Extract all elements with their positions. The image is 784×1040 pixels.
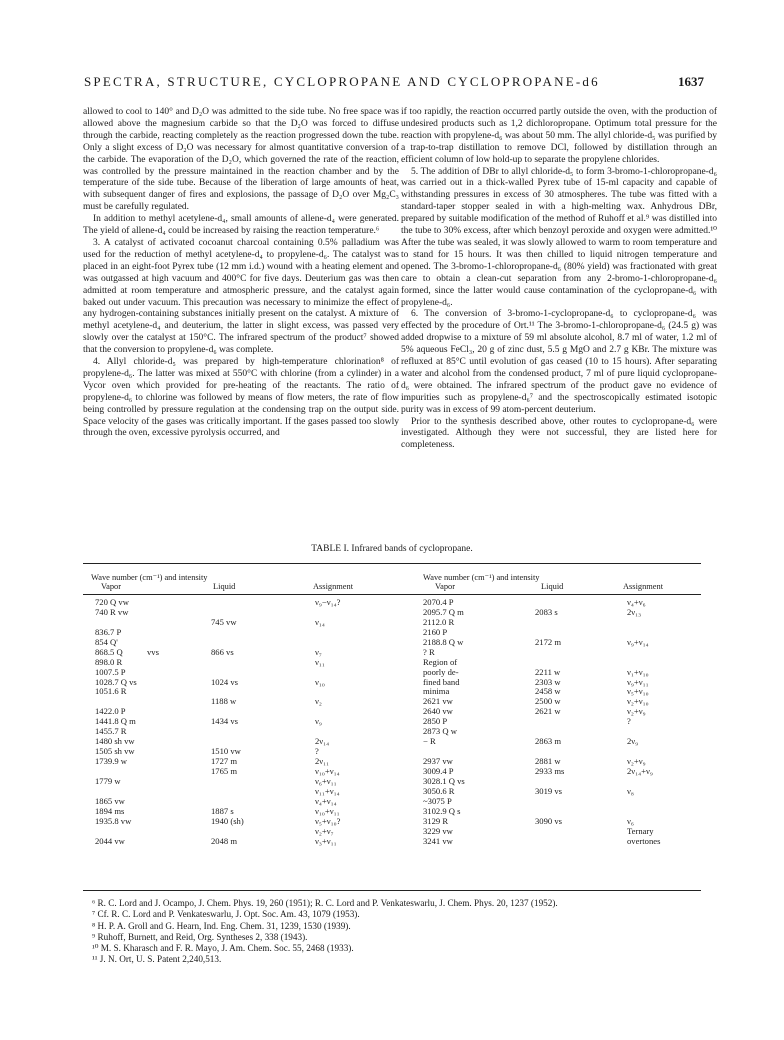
right-liquid-header: Liquid — [541, 582, 564, 591]
table-cell — [535, 827, 564, 837]
table-cell: ν₄+ν₁₄ — [315, 795, 337, 806]
table-cell: 866 vs — [211, 646, 234, 657]
paragraph: In addition to methyl acetylene-d₄, small amounts of allene-d₄ were generated. The yield of allene-d₄ could be increased by raising the reaction temperature.⁶ — [83, 214, 399, 237]
table-cell: ν₁₁+ν₁₄ — [315, 785, 340, 796]
table-cell: ν₂ — [315, 696, 322, 707]
left-text-column — [83, 107, 399, 440]
table-cell: 1028.7 Q vs — [95, 676, 137, 687]
table-cell: ~3075 P — [423, 795, 452, 806]
table-cell: 2640 vw — [423, 706, 453, 717]
table-cell: 2933 ms — [535, 765, 565, 776]
table-cell: ν₉+ν₁₄ — [627, 636, 649, 647]
table-cell — [95, 827, 137, 837]
infrared-bands-table — [83, 568, 701, 846]
page-number: 1637 — [678, 74, 704, 89]
table-cell: 2ν₁₁ — [315, 756, 330, 766]
right-group-header: Wave number (cm⁻¹) and intensity — [423, 573, 540, 582]
table-cell: 3090 vs — [535, 815, 562, 826]
table-cell — [535, 648, 564, 658]
table-cell: 3241 vw — [423, 835, 453, 846]
footnote: ⁹ Ruhoff, Burnett, and Reid, Org. Syntheses 2, 338 (1943). — [92, 931, 308, 942]
left-vapor-column — [95, 598, 137, 846]
table-bottom-rule — [83, 890, 701, 891]
table-cell: ν₂+ν₉ — [627, 756, 646, 766]
left-group-header: Wave number (cm⁻¹) and intensity — [91, 573, 208, 582]
table-cell: 854 Q' — [95, 636, 118, 647]
table-cell: ν₃+ν₁₁ — [315, 835, 337, 846]
table-cell: ν₆ — [627, 815, 634, 826]
table-top-rule — [83, 563, 701, 564]
table-cell: 1480 sh vw — [95, 736, 135, 747]
table-cell: ? — [315, 746, 319, 757]
table-cell: 2070.4 P — [423, 597, 454, 607]
footnote: ¹⁰ M. S. Kharasch and F. R. Mayo, J. Am. Chem. Soc. 55, 2468 (1933). — [92, 943, 354, 954]
table-cell: 1765 m — [211, 765, 238, 776]
table-cell: 2ν₁₃ — [627, 606, 642, 617]
paragraph: 4. Allyl chloride-d₅ was prepared by high-temperature chlorination⁸ of propylene-d₆. The latter was mixed at 550°C with chlorine (from a cylinder) in a Vycor oven which provided for pre-heating of the reactants. The ratio of propylene-d₆ to chlorine was followed by means of flow meters, the rate of flow being controlled by pressure regulation at the condensing trap on the output side. Space velocity of the gases was critically important. If the gases passed too slowly through the oven, excessive pyrolysis occurred, and — [83, 357, 399, 439]
footnote: ⁷ Cf. R. C. Lord and P. Venkateswarlu, J. Opt. Soc. Am. 43, 1079 (1953). — [92, 909, 360, 920]
footnote: ⁶ R. C. Lord and J. Ocampo, J. Chem. Phys. 19, 260 (1951); R. C. Lord and P. Venkateswarlu, J. Chem. Phys. 20, 1237 (1952). — [92, 898, 558, 908]
table-cell: ν₅+ν₁₀ — [627, 686, 649, 697]
table-cell — [627, 648, 660, 658]
table-cell — [535, 618, 564, 628]
table-cell — [627, 797, 660, 807]
table-cell: 3129 R — [423, 815, 449, 826]
table-cell: 2863 m — [535, 736, 562, 747]
table-cell: ν₉−ν₁₄? — [315, 597, 341, 607]
table-cell: ν₁₀ — [315, 676, 325, 687]
left-liquid-column — [211, 598, 244, 846]
vvs-bracket-label — [147, 648, 159, 658]
table-cell: 1739.9 w — [95, 756, 127, 766]
table-cell: 1727 m — [211, 756, 238, 766]
table-cell: 1510 vw — [211, 746, 241, 757]
table-cell — [315, 628, 340, 638]
table-cell: 2621 w — [535, 706, 561, 717]
table-cell — [211, 658, 244, 668]
table-caption: TABLE I. Infrared bands of cyclopropane. — [311, 544, 473, 554]
table-cell: 1455.7 R — [95, 726, 127, 737]
table-cell: 1051.6 R — [95, 686, 127, 697]
table-cell: 3028.1 Q vs — [423, 775, 465, 786]
table-cell: ν₉ — [315, 716, 322, 727]
table-cell: 868.5 Q — [95, 646, 123, 657]
left-vapor-header: Vapor — [101, 582, 121, 591]
table-cell: 1441.8 Q m — [95, 716, 136, 727]
table-cell: 3019 vs — [535, 785, 562, 796]
table-cell: ν₂+ν₁₀ — [627, 696, 649, 707]
paragraph: 6. The conversion of 3-bromo-1-cyclopropane-d₆ to cyclopropane-d₆ was effected by the procedure of Ort.¹¹ The 3-bromo-1-chloropropane-d₆ (24.5 g) was added dropwise to a mixture of 59 ml absolute alcohol, 8.7 ml of water, 1.2 ml of 5% aqueous FeCl₃, 20 g of zinc dust, 5.5 g MgO and 2.7 g KBr. The mixture was refluxed at 85°C until evolution of gas ceased (10 to 15 hours). After separating water and alcohol from the condensed product, 7 ml of pure liquid cyclopropane-d₆ were obtained. The infrared spectrum of the product gave no evidence of impurities such as propylene-d₆⁷ and the spectroscopically estimated isotopic purity was in excess of 99 atom-percent deuterium. — [401, 309, 717, 415]
footnotes — [92, 898, 712, 966]
table-cell: 1024 vs — [211, 676, 238, 687]
table-cell — [211, 727, 244, 737]
table-cell — [211, 827, 244, 837]
table-cell: 898.0 R — [95, 656, 123, 667]
table-cell: minima — [423, 686, 450, 697]
table-cell: 2621 vw — [423, 696, 453, 707]
left-assignment-column — [315, 598, 340, 846]
table-cell: 2458 w — [535, 686, 561, 697]
table-cell — [535, 797, 564, 807]
table-cell: 3050.6 R — [423, 785, 455, 796]
footnote: ¹¹ J. N. Ort, U. S. Patent 2,240,513. — [92, 954, 222, 965]
table-cell: 2850 P — [423, 716, 448, 727]
table-cell: − R — [423, 736, 436, 747]
table-cell: Ternary — [627, 825, 654, 836]
table-cell: ? — [627, 716, 631, 727]
table-cell: 1434 vs — [211, 716, 238, 727]
table-cell: ν₉+ν₁₁ — [627, 676, 649, 687]
table-cell: 2500 w — [535, 696, 561, 707]
table-cell — [211, 598, 244, 608]
table-cell: 2ν₉ — [627, 736, 639, 747]
table-cell — [535, 717, 564, 727]
table-cell: ? R — [423, 646, 435, 657]
table-cell: 2873 Q w — [423, 726, 457, 737]
table-cell: 1188 w — [211, 696, 237, 707]
table-cell: 2937 vw — [423, 756, 453, 766]
right-liquid-column — [535, 598, 564, 846]
table-cell: 1935.8 vw — [95, 815, 132, 826]
table-cell: 2044 vw — [95, 835, 125, 846]
table-cell — [315, 668, 340, 678]
table-cell: ν₂+ν₇ — [315, 825, 334, 836]
table-cell: 740 R vw — [95, 606, 129, 617]
header-rule — [83, 594, 701, 595]
table-cell: ν₂+ν₉ — [627, 706, 646, 717]
table-cell — [211, 777, 244, 787]
table-cell: 3009.4 P — [423, 765, 454, 776]
table-cell: 2160 P — [423, 626, 448, 637]
table-cell: 2112.0 R — [423, 616, 455, 627]
table-cell: 1865 vw — [95, 795, 125, 806]
table-cell: ν₇ — [315, 646, 322, 657]
table-cell: 2303 w — [535, 676, 561, 687]
table-cell: ν₁+ν₁₀ — [627, 666, 649, 677]
table-cell: 720 Q vw — [95, 597, 129, 607]
table-cell: 1894 ms — [95, 805, 125, 816]
table-cell: 2083 s — [535, 606, 558, 617]
right-vapor-header: Vapor — [435, 582, 455, 591]
table-cell — [211, 628, 244, 638]
right-assignment-column — [627, 598, 660, 846]
table-cell: 2172 m — [535, 636, 562, 647]
running-header — [84, 74, 704, 90]
table-cell: overtones — [627, 835, 661, 846]
table-cell: 836.7 P — [95, 626, 122, 637]
table-cell: vvs — [147, 647, 159, 657]
table-cell: ν₁₁ — [315, 656, 325, 667]
right-text-column — [401, 107, 717, 452]
right-vapor-column — [423, 598, 465, 846]
table-cell: fined band — [423, 676, 460, 687]
table-cell: 1505 sh vw — [95, 746, 135, 757]
left-liquid-header: Liquid — [213, 582, 236, 591]
table-cell: 2211 w — [535, 666, 561, 677]
table-cell: ν₄+ν₆ — [627, 597, 646, 607]
table-cell: 745 vw — [211, 616, 237, 627]
table-cell: 1779 w — [95, 775, 121, 786]
paragraph: allowed to cool to 140° and D₂O was admitted to the side tube. No free space was allowed above the magnesium carbide so that the D₂O was forced to diffuse through the carbide, reacting completely as the reaction progressed down the tube. Only a slight excess of D₂O was necessary for almost quantitative conversion of the carbide. The evaporation of the D₂O, which governed the rate of the reaction, was controlled by the pressure maintained in the reaction chamber and by the temperature of the side tube. Because of the liberation of large amounts of heat, with subsequent danger of fires and explosions, the passage of D₂O over Mg₂C₃ must be carefully regulated. — [83, 107, 399, 213]
table-cell — [627, 618, 660, 628]
table-cell: 2ν₁₄+ν₉ — [627, 765, 653, 776]
table-cell: 1940 (sh) — [211, 815, 244, 826]
table-cell — [211, 787, 244, 797]
table-cell: poorly de- — [423, 666, 459, 677]
table-cell: 2188.8 Q w — [423, 636, 464, 647]
table-cell: 2095.7 Q m — [423, 606, 464, 617]
paragraph: 3. A catalyst of activated cocoanut charcoal containing 0.5% palladium was used for the reduction of methyl acetylene-d₄ to propylene-d₆. The catalyst was placed in an eight-foot Pyrex tube (12 mm i.d.) wound with a heating element and was outgassed at high vacuum and 400°C for five days. Deuterium gas was then admitted at room temperature and atmospheric pressure, and the catalyst again baked out under vacuum. This precaution was necessary to minimize the effect of any hydrogen-containing substances initially present on the catalyst. A mixture of methyl acetylene-d₄ and deuterium, the latter in slight excess, was passed very slowly over the catalyst at 150°C. The infrared spectrum of the product⁷ showed that the conversion to propylene-d₆ was complete. — [83, 237, 399, 356]
table-cell: ν₆+ν₁₁ — [315, 775, 337, 786]
footnote: ⁸ H. P. A. Groll and G. Hearn, Ind. Eng. Chem. 31, 1239, 1530 (1939). — [92, 920, 351, 931]
table-cell: ν₁₀+ν₁₄ — [315, 765, 340, 776]
table-cell: 2ν₁₄ — [315, 736, 330, 747]
table-cell: 1007.5 P — [95, 666, 126, 677]
paragraph: if too rapidly, the reaction occurred partly outside the oven, with the production of undesired products such as 1,2 dichloropropane. Optimum total pressure for the reaction with propylene-d₆ was about 50 mm. The allyl chloride-d₅ was purified by a trap-to-trap distillation to remove DCl, followed by distillation through an efficient column of low hold-up to separate the propylene chlorides. — [401, 107, 717, 165]
right-assignment-header: Assignment — [623, 582, 664, 591]
table-cell: 1422.0 P — [95, 706, 126, 717]
table-cell: 2881 w — [535, 756, 561, 766]
table-cell: 3102.9 Q s — [423, 805, 461, 816]
running-title: SPECTRA, STRUCTURE, CYCLOPROPANE AND CYCLOPROPANE-d6 — [84, 74, 600, 89]
table-cell: 2048 m — [211, 835, 238, 846]
table-cell — [535, 837, 564, 847]
table-cell: 3229 vw — [423, 825, 453, 836]
table-cell: 1887 s — [211, 805, 234, 816]
paragraph: Prior to the synthesis described above, other routes to cyclopropane-d₆ were investigated. Although they were not successful, they are listed here for completeness. — [401, 416, 717, 451]
table-cell: ν₁₀+ν₁₁ — [315, 805, 340, 816]
table-cell: ν₈ — [627, 785, 634, 796]
table-cell: ν₁₄ — [315, 616, 325, 627]
table-cell — [211, 668, 244, 678]
table-cell: Region of — [423, 656, 458, 667]
paragraph: 5. The addition of DBr to allyl chloride-d₅ to form 3-bromo-1-chloropropane-d₆ was carried out in a thick-walled Pyrex tube of 15-ml capacity and capable of withstanding pressures in excess of 30 atmospheres. The tube was fitted with a standard-taper stopper sealed in with a high-melting wax. Anhydrous DBr, prepared by suitable modification of the method of Ruhoff et al.⁹ was distilled into the tube to 30% excess, after which benzoyl peroxide and oxygen were admitted.¹⁰ After the tube was sealed, it was slowly allowed to warm to room temperature and to stand for 15 hours. It was then chilled to liquid nitrogen temperature and opened. The 3-bromo-1-chloropropane-d₆ (80% yield) was fractionated with great care to obtain a clean-cut separation from any 2-bromo-1-chloropropane-d₆ formed, since the latter would cause contamination of the cyclopropane-d₆ with propylene-d₆. — [401, 166, 717, 308]
left-assignment-header: Assignment — [313, 582, 354, 591]
table-cell: ν₅+ν₁₀? — [315, 815, 341, 826]
